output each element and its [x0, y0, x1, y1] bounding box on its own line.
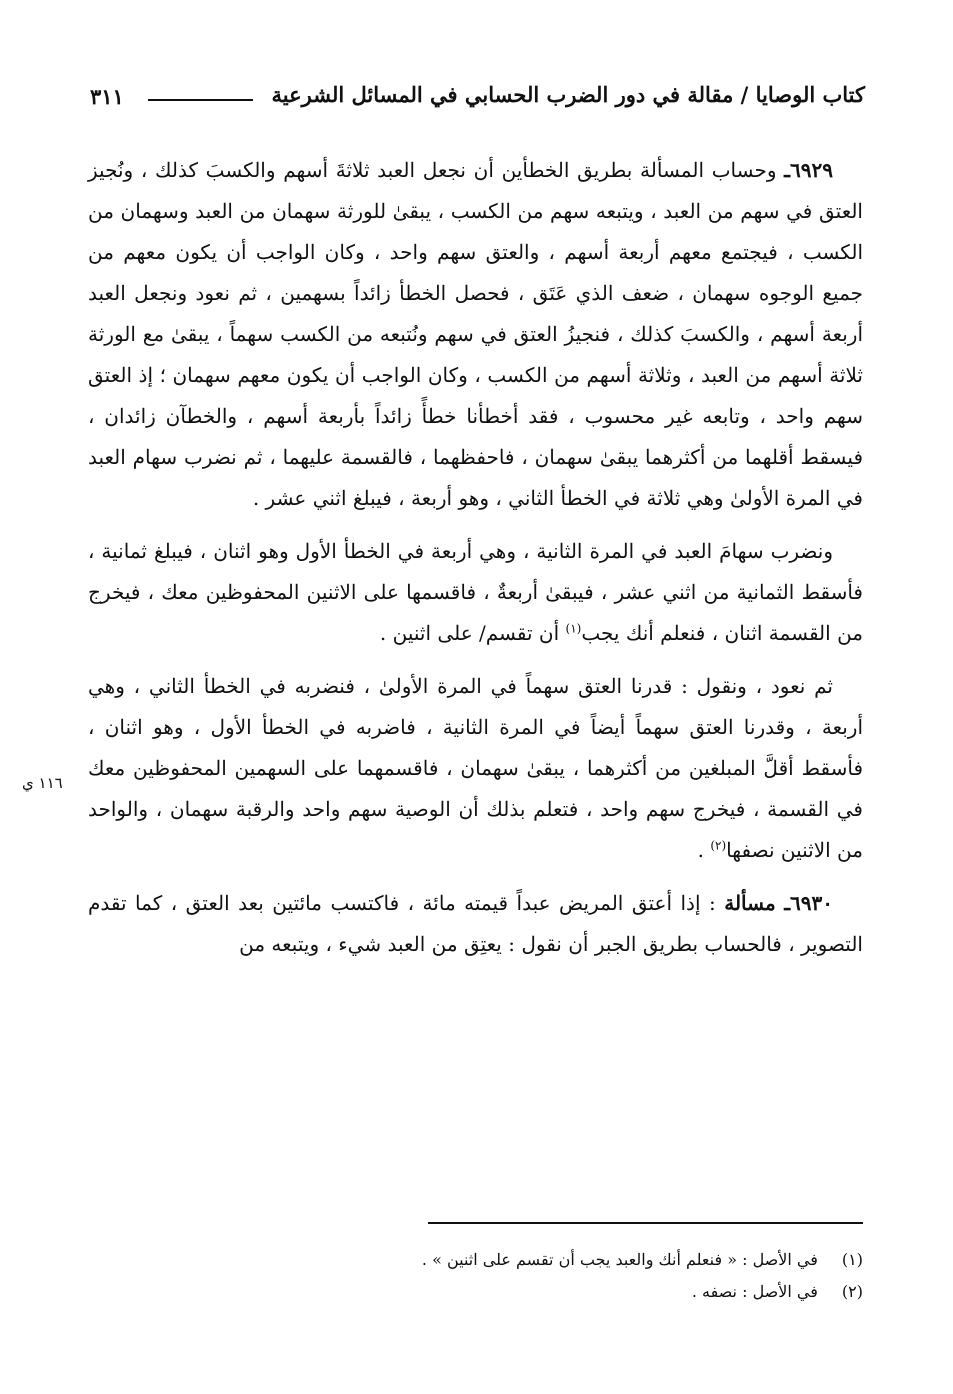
paragraph-2: [88, 531, 863, 654]
paragraph-number: ٦٩٣٠ـ: [784, 891, 834, 915]
footnote-mark: (١): [841, 1250, 863, 1269]
footnote-2: [330, 1276, 863, 1308]
paragraph-number: ٦٩٢٩ـ: [784, 158, 833, 182]
paragraph-text: : إذا أعتق المريض عبداً قيمته مائة ، فاكتسب مائتين بعد العتق ، كما تقدم التصوير ، فالحساب بطريق الجبر أن نقول : يعتِق من العبد شيء ، ويتبعه من: [88, 891, 863, 956]
header-rule: [148, 99, 253, 101]
footnote-text: في الأصل : « فنعلم أنك والعبد يجب أن تقسم على اثنين » .: [421, 1250, 818, 1269]
paragraph-text: أن تقسم/ على اثنين .: [379, 621, 560, 645]
paragraph-text: ونضرب سهامَ العبد في المرة الثانية ، وهي أربعة في الخطأ الأول وهو اثنان ، فيبلغ ثمانية ، فأسقط الثمانية من اثني عشر ، فيبقىٰ أربعةٌ ، فاقسمها على الاثنين المحفوظين معك ، فيخرج من القسمة اثنان ، فنعلم أنك يجب: [88, 539, 863, 645]
paragraph-6930: [88, 883, 863, 965]
paragraph-6929: [88, 150, 863, 519]
header-title: كتاب الوصايا / مقالة في دور الضرب الحسابي في المسائل الشرعية: [271, 82, 865, 107]
footnotes: [330, 1244, 863, 1308]
paragraph-keyword: مسألة: [724, 891, 776, 915]
main-text: [88, 150, 863, 965]
margin-note: ١١٦ ي: [22, 774, 63, 792]
footnote-separator: [428, 1222, 863, 1224]
footnote-mark: (٢): [841, 1282, 863, 1301]
footnote-ref-1[interactable]: (١): [565, 621, 582, 636]
footnote-text: في الأصل : نصفه .: [691, 1282, 818, 1301]
footnote-1: [330, 1244, 863, 1276]
paragraph-text: .: [697, 838, 704, 862]
paragraph-3: [88, 666, 863, 871]
running-header: [90, 78, 865, 118]
paragraph-text: ثم نعود ، ونقول : قدرنا العتق سهماً في المرة الأولىٰ ، فنضربه في الخطأ الثاني ، وهي أربعة ، وقدرنا العتق سهماً أيضاً في المرة الثانية ، فاضربه في الخطأ الأول ، وهو اثنان ، فأسقط أقلَّ المبلغين من أكثرهما ، يبقىٰ سهمان ، فاقسمهما على السهمين المحفوظين معك في القسمة ، فيخرج سهم واحد ، فتعلم بذلك أن الوصية سهم واحد والرقبة سهمان ، والواحد من الاثنين نصفها: [88, 674, 863, 862]
paragraph-text: وحساب المسألة بطريق الخطأين أن نجعل العبد ثلاثةَ أسهم والكسبَ كذلك ، ونُجيز العتق في سهم من العبد ، ويتبعه سهم من الكسب ، يبقىٰ للورثة سهمان من العبد وسهمان من الكسب ، فيجتمع معهم أربعة أسهم ، والعتق سهم واحد ، وكان الواجب أن يكون معهم من جميع الوجوه سهمان ، ضعف الذي عَتَق ، فحصل الخطأ زائداً بسهمين ، ثم نعود ونجعل العبد أربعة أسهم ، والكسبَ كذلك ، فنجيزُ العتق في سهم ونُتبعه من الكسب سهماً ، يبقىٰ مع الورثة ثلاثة أسهم من العبد ، وثلاثة أسهم من الكسب ، وكان الواجب أن يكون معهم سهمان ؛ إذ العتق سهم واحد ، وتابعه غير محسوب ، فقد أخطأنا خطأً زائداً بأربعة أسهم ، والخطآن زائدان ، فيسقط أقلهما من أكثرهما يبقىٰ سهمان ، فاحفظهما ، فالقسمة عليهما ، ثم نضرب سهام العبد في المرة الأولىٰ وهي ثلاثة في الخطأ الثاني ، وهو أربعة ، فيبلغ اثني عشر .: [88, 158, 863, 510]
page-number: ٣١١: [90, 84, 124, 109]
footnote-ref-2[interactable]: (٢): [710, 838, 727, 853]
